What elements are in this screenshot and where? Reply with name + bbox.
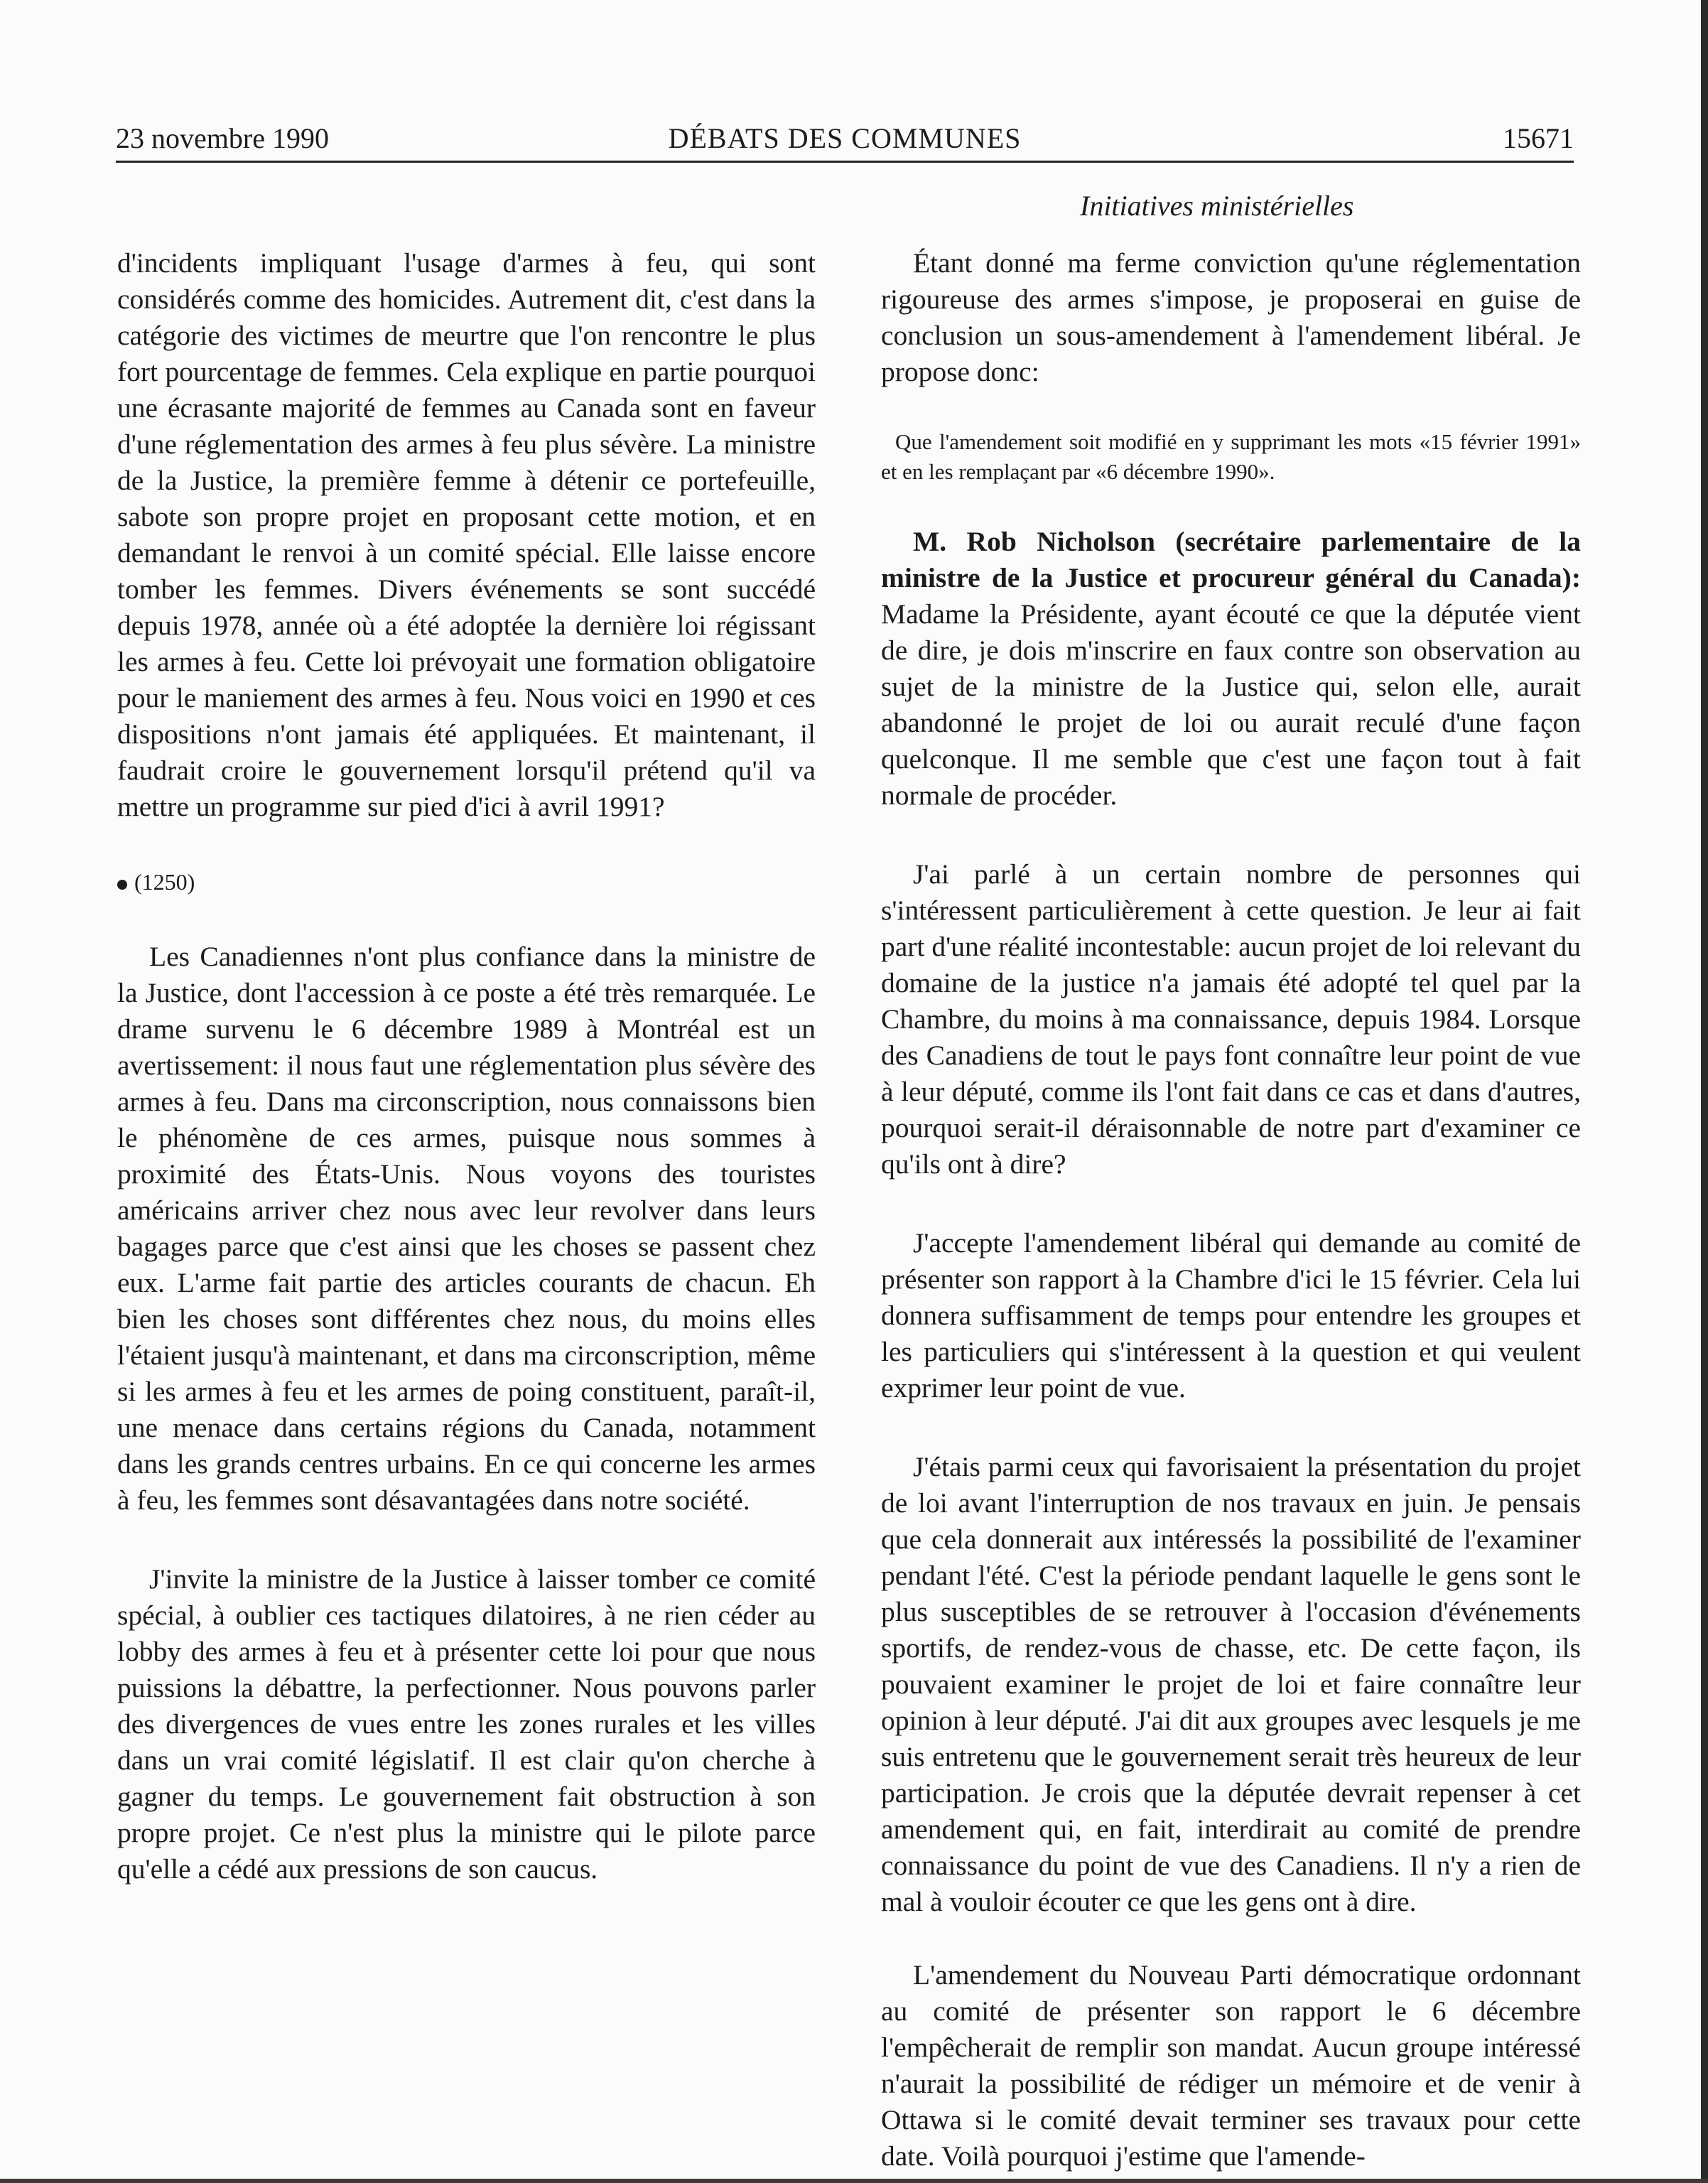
right-paragraph-3: J'ai parlé à un certain nombre de personnes qui s'intéressent particulièrement à cette question. Je leur ai fait part d'une réalité incontestable: aucun projet de loi relevant du domaine de la justice n'a jamais été adopté tel quel par la Chambre, du moins à ma connaissance, depuis 1984. Lorsque des Canadiens de tout le pays font connaître leur point de vue à leur député, comme ils l'ont fait dans ce cas et dans d'autres, pourquoi serait-il déraisonnable de notre part d'examiner ce qu'ils ont à dire? [881, 858, 1581, 1180]
left-column [117, 245, 816, 1887]
header-date: 23 novembre 1990 [116, 122, 329, 154]
header-rule [116, 161, 1574, 163]
scan-border-right [1701, 0, 1708, 2183]
left-paragraph-3: J'invite la ministre de la Justice à laisser tomber ce comité spécial, à oublier ces tactiques dilatoires, à ne rien céder au lobby des armes à feu et à présenter cette loi pour que nous puissions la débattre, la perfectionner. Nous pouvons parler des divergences de vues entre les zones rurales et les villes dans un vrai comité législatif. Il est clair qu'on cherche à gagner du temps. Le gouvernement fait obstruction à son propre projet. Ce n'est plus la ministre qui le pilote parce qu'elle a cédé aux pressions de son caucus. [117, 1563, 816, 1885]
left-paragraph-1: d'incidents impliquant l'usage d'armes à feu, qui sont considérés comme des homicides. Autrement dit, c'est dans la catégorie des victimes de meurtre que l'on rencontre le plus fort pourcentage de femmes. Cela explique en partie pourquoi une écrasante majorité de femmes au Canada sont en faveur d'une réglementation des armes à feu plus sévère. La ministre de la Justice, la première femme à détenir ce portefeuille, sabote son propre projet en proposant cette motion, et en demandant le renvoi à un comité spécial. Elle laisse encore tomber les femmes. Divers événements se sont succédé depuis 1978, année où a été adoptée la dernière loi régissant les armes à feu. Cette loi prévoyait une formation obligatoire pour le maniement des armes à feu. Nous voici en 1990 et ces dispositions n'ont jamais été appliquées. Et maintenant, il faudrait croire le gouvernement lorsqu'il prétend qu'il va mettre un programme sur pied d'ici à avril 1991? [117, 247, 816, 822]
section-heading: Initiatives ministérielles [1080, 190, 1354, 222]
right-paragraph-5: J'étais parmi ceux qui favorisaient la présentation du projet de loi avant l'interruption de nos travaux en juin. Je pensais que cela donnerait aux intéressés la possibilité de l'examiner pendant l'été. C'est la période pendant laquelle le gens sont le plus susceptibles de se retrouver à l'occasion d'événements sportifs, de rendez-vous de chasse, etc. De cette façon, ils pouvaient examiner le projet de loi et faire connaître leur opinion à leur député. J'ai dit aux groupes avec lesquels je me suis entretenu que le gouvernement serait très heureux de leur participation. Je crois que la députée devrait repenser à cet amendement qui, en fait, interdirait au comité de prendre connaissance du point de vue des Canadiens. Il n'y a rien de mal à vouloir écouter ce que les gens ont à dire. [881, 1451, 1581, 1917]
right-paragraph-1: Étant donné ma ferme conviction qu'une réglementation rigoureuse des armes s'impose, je proposerai en guise de conclusion un sous-amendement à l'amendement libéral. Je propose donc: [881, 247, 1581, 387]
right-column [881, 245, 1581, 2174]
bullet-icon [117, 880, 127, 890]
time-marker [117, 868, 816, 896]
right-paragraph-6: L'amendement du Nouveau Parti démocratique ordonnant au comité de présenter son rapport le 6 décembre l'empêcherait de remplir son mandat. Aucun groupe intéressé n'aurait la possibilité de rédiger un mémoire et de venir à Ottawa si le comité devait terminer ses travaux pour cette date. Voilà pourquoi j'estime que l'amende- [881, 1959, 1581, 2172]
header-title: DÉBATS DES COMMUNES [668, 122, 1022, 154]
speaker-name: M. Rob Nicholson (secrétaire parlementaire de la ministre de la Justice et procureur général du Canada): [881, 526, 1581, 593]
scan-border-bottom [0, 2179, 1708, 2183]
running-header [116, 117, 1574, 160]
time-marker-text: (1250) [134, 869, 195, 895]
speaker-paragraph [881, 524, 1581, 814]
right-paragraph-2: Madame la Présidente, ayant écouté ce que la députée vient de dire, je dois m'inscrire en faux contre son observation au sujet de la ministre de la Justice qui, selon elle, aurait abandonné le projet de loi ou aurait reculé d'une façon quelconque. Il me semble que c'est une façon tout à fait normale de procéder. [881, 598, 1581, 811]
left-paragraph-2: Les Canadiennes n'ont plus confiance dans la ministre de la Justice, dont l'accession à ce poste a été très remarquée. Le drame survenu le 6 décembre 1989 à Montréal est un avertissement: il nous faut une réglementation plus sévère des armes à feu. Dans ma circonscription, nous connaissons bien le phénomène de ces armes, puisque nous sommes à proximité des États-Unis. Nous voyons des touristes américains arriver chez nous avec leur revolver dans leurs bagages parce que c'est ainsi que les choses se passent chez eux. L'arme fait partie des articles courants de chacun. Eh bien les choses sont différentes chez nous, du moins elles l'étaient jusqu'à maintenant, et dans ma circonscription, même si les armes à feu et les armes de poing constituent, paraît-il, une menace dans certains régions du Canada, notamment dans les grands centres urbains. En ce qui concerne les armes à feu, les femmes sont désavantagées dans notre société. [117, 941, 816, 1516]
motion-quote: Que l'amendement soit modifié en y supprimant les mots «15 février 1991» et en les remplaçant par «6 décembre 1990». [881, 429, 1581, 484]
page-number: 15671 [1503, 122, 1574, 154]
right-paragraph-4: J'accepte l'amendement libéral qui demande au comité de présenter son rapport à la Chambre d'ici le 15 février. Cela lui donnera suffisamment de temps pour entendre les groupes et les particuliers qui s'intéressent à la question et qui veulent exprimer leur point de vue. [881, 1227, 1581, 1403]
